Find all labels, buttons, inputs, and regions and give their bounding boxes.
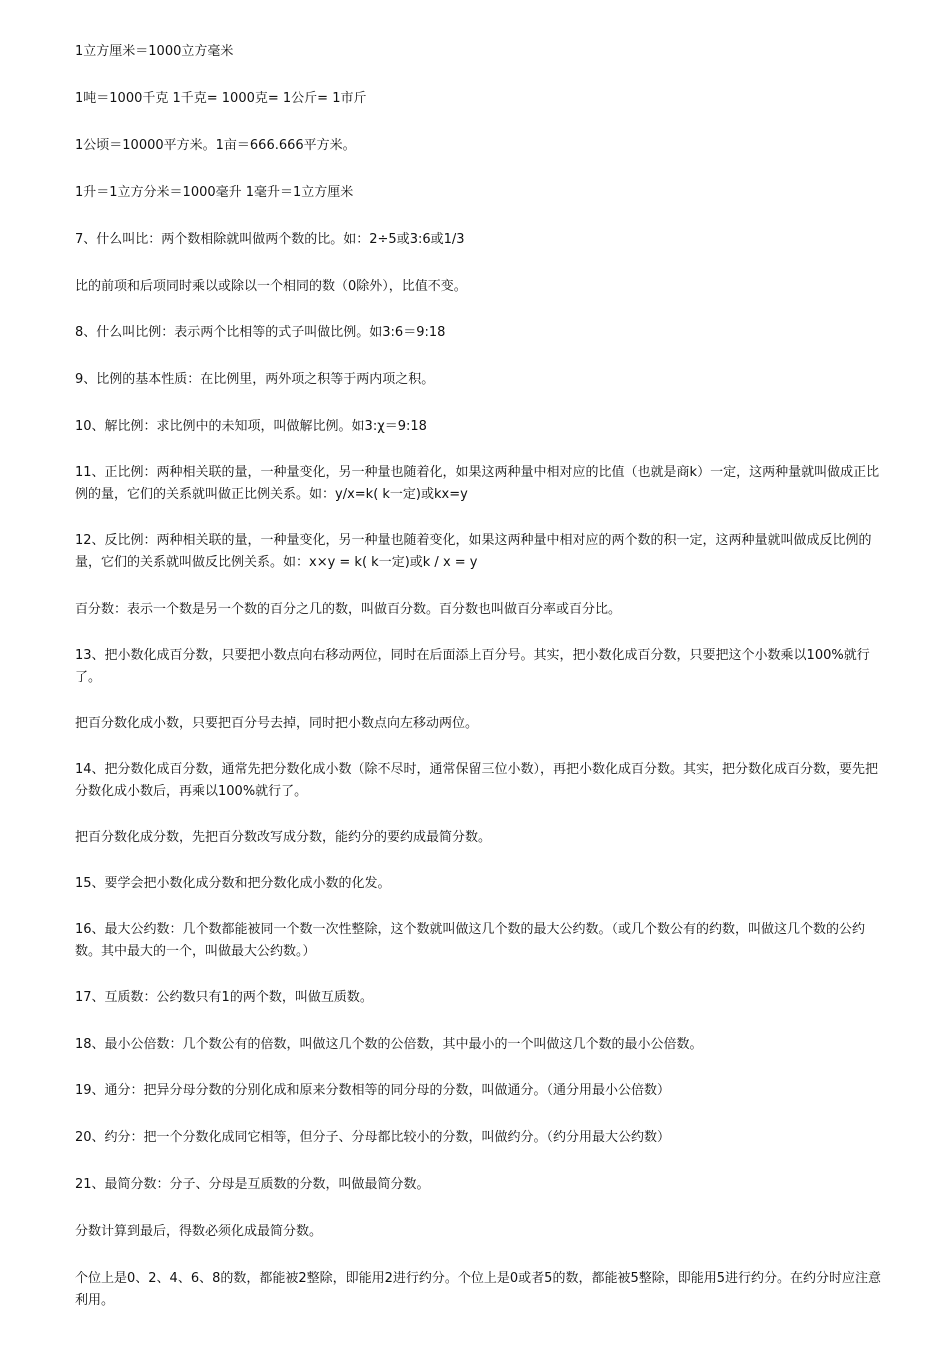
paragraph-decimal-fraction-conversion: 15、要学会把小数化成分数和把分数化成小数的化发。 (75, 876, 391, 891)
paragraph-percent-to-decimal: 把百分数化成小数，只要把百分号去掉，同时把小数点向左移动两位。 (75, 716, 479, 731)
paragraph-liter-conversion: 1升＝1立方分米＝1000毫升 1毫升＝1立方厘米 (75, 185, 354, 200)
paragraph-percentage-definition: 百分数：表示一个数是另一个数的百分之几的数，叫做百分数。百分数也叫做百分率或百分比。 (75, 602, 622, 617)
paragraph-ratio-definition: 7、什么叫比：两个数相除就叫做两个数的比。如：2÷5或3:6或1/3 (75, 232, 465, 247)
paragraph-gcd: 16、最大公约数：几个数都能被同一个数一次性整除，这个数就叫做这几个数的最大公约数。（或几个数公有的约数，叫做这几个数的公约数。其中最大的一个，叫做最大公约数。） (75, 922, 866, 959)
paragraph-common-denominator: 19、通分：把异分母分数的分别化成和原来分数相等的同分母的分数，叫做通分。（通分用最小公倍数） (75, 1083, 671, 1098)
paragraph-proportion-property: 9、比例的基本性质：在比例里，两外项之积等于两内项之积。 (75, 372, 435, 387)
paragraph-inverse-proportion: 12、反比例：两种相关联的量，一种量变化，另一种量也随着变化，如果这两种量中相对应的两个数的积一定，这两种量就叫做成反比例的量，它们的关系就叫做反比例关系。如：x×y = k( k一定)或k / x = y (75, 533, 872, 570)
paragraph-fraction-to-percent: 14、把分数化成百分数，通常先把分数化成小数（除不尽时，通常保留三位小数），再把小数化成百分数。其实，把分数化成百分数，要先把分数化成小数后，再乘以100%就行了。 (75, 762, 879, 799)
paragraph-coprime: 17、互质数：公约数只有1的两个数，叫做互质数。 (75, 990, 373, 1005)
paragraph-direct-proportion: 11、正比例：两种相关联的量，一种量变化，另一种量也随着化，如果这两种量中相对应的比值（也就是商k）一定，这两种量就叫做成正比例的量，它们的关系就叫做正比例关系。如：y/x=k( k一定)或kx=y (75, 465, 880, 502)
paragraph-final-simplification: 分数计算到最后，得数必须化成最简分数。 (75, 1224, 323, 1239)
paragraph-simplest-fraction: 21、最简分数：分子、分母是互质数的分数，叫做最简分数。 (75, 1177, 430, 1192)
paragraph-volume-conversion: 1立方厘米＝1000立方毫米 (75, 44, 234, 59)
paragraph-proportion-definition: 8、什么叫比例：表示两个比相等的式子叫做比例。如3:6＝9:18 (75, 325, 446, 340)
paragraph-percent-to-fraction: 把百分数化成分数，先把百分数改写成分数，能约分的要约成最简分数。 (75, 830, 492, 845)
paragraph-solve-proportion: 10、解比例：求比例中的未知项，叫做解比例。如3:χ＝9:18 (75, 419, 427, 434)
paragraph-lcm: 18、最小公倍数：几个数公有的倍数，叫做这几个数的公倍数，其中最小的一个叫做这几个数的最小公倍数。 (75, 1037, 703, 1052)
paragraph-reduce-fraction: 20、约分：把一个分数化成同它相等，但分子、分母都比较小的分数，叫做约分。（约分用最大公约数） (75, 1130, 671, 1145)
paragraph-mass-conversion: 1吨＝1000千克 1千克= 1000克= 1公斤= 1市斤 (75, 91, 367, 106)
paragraph-divisibility-rules: 个位上是0、2、4、6、8的数，都能被2整除，即能用2进行约分。个位上是0或者5的数，都能被5整除，即能用5进行约分。在约分时应注意利用。 (75, 1271, 881, 1308)
paragraph-area-conversion: 1公顷＝10000平方米。1亩＝666.666平方米。 (75, 138, 356, 153)
paragraph-ratio-property: 比的前项和后项同时乘以或除以一个相同的数（0除外），比值不变。 (75, 279, 467, 294)
paragraph-decimal-to-percent: 13、把小数化成百分数，只要把小数点向右移动两位，同时在后面添上百分号。其实，把小数化成百分数，只要把这个小数乘以100%就行了。 (75, 648, 870, 685)
